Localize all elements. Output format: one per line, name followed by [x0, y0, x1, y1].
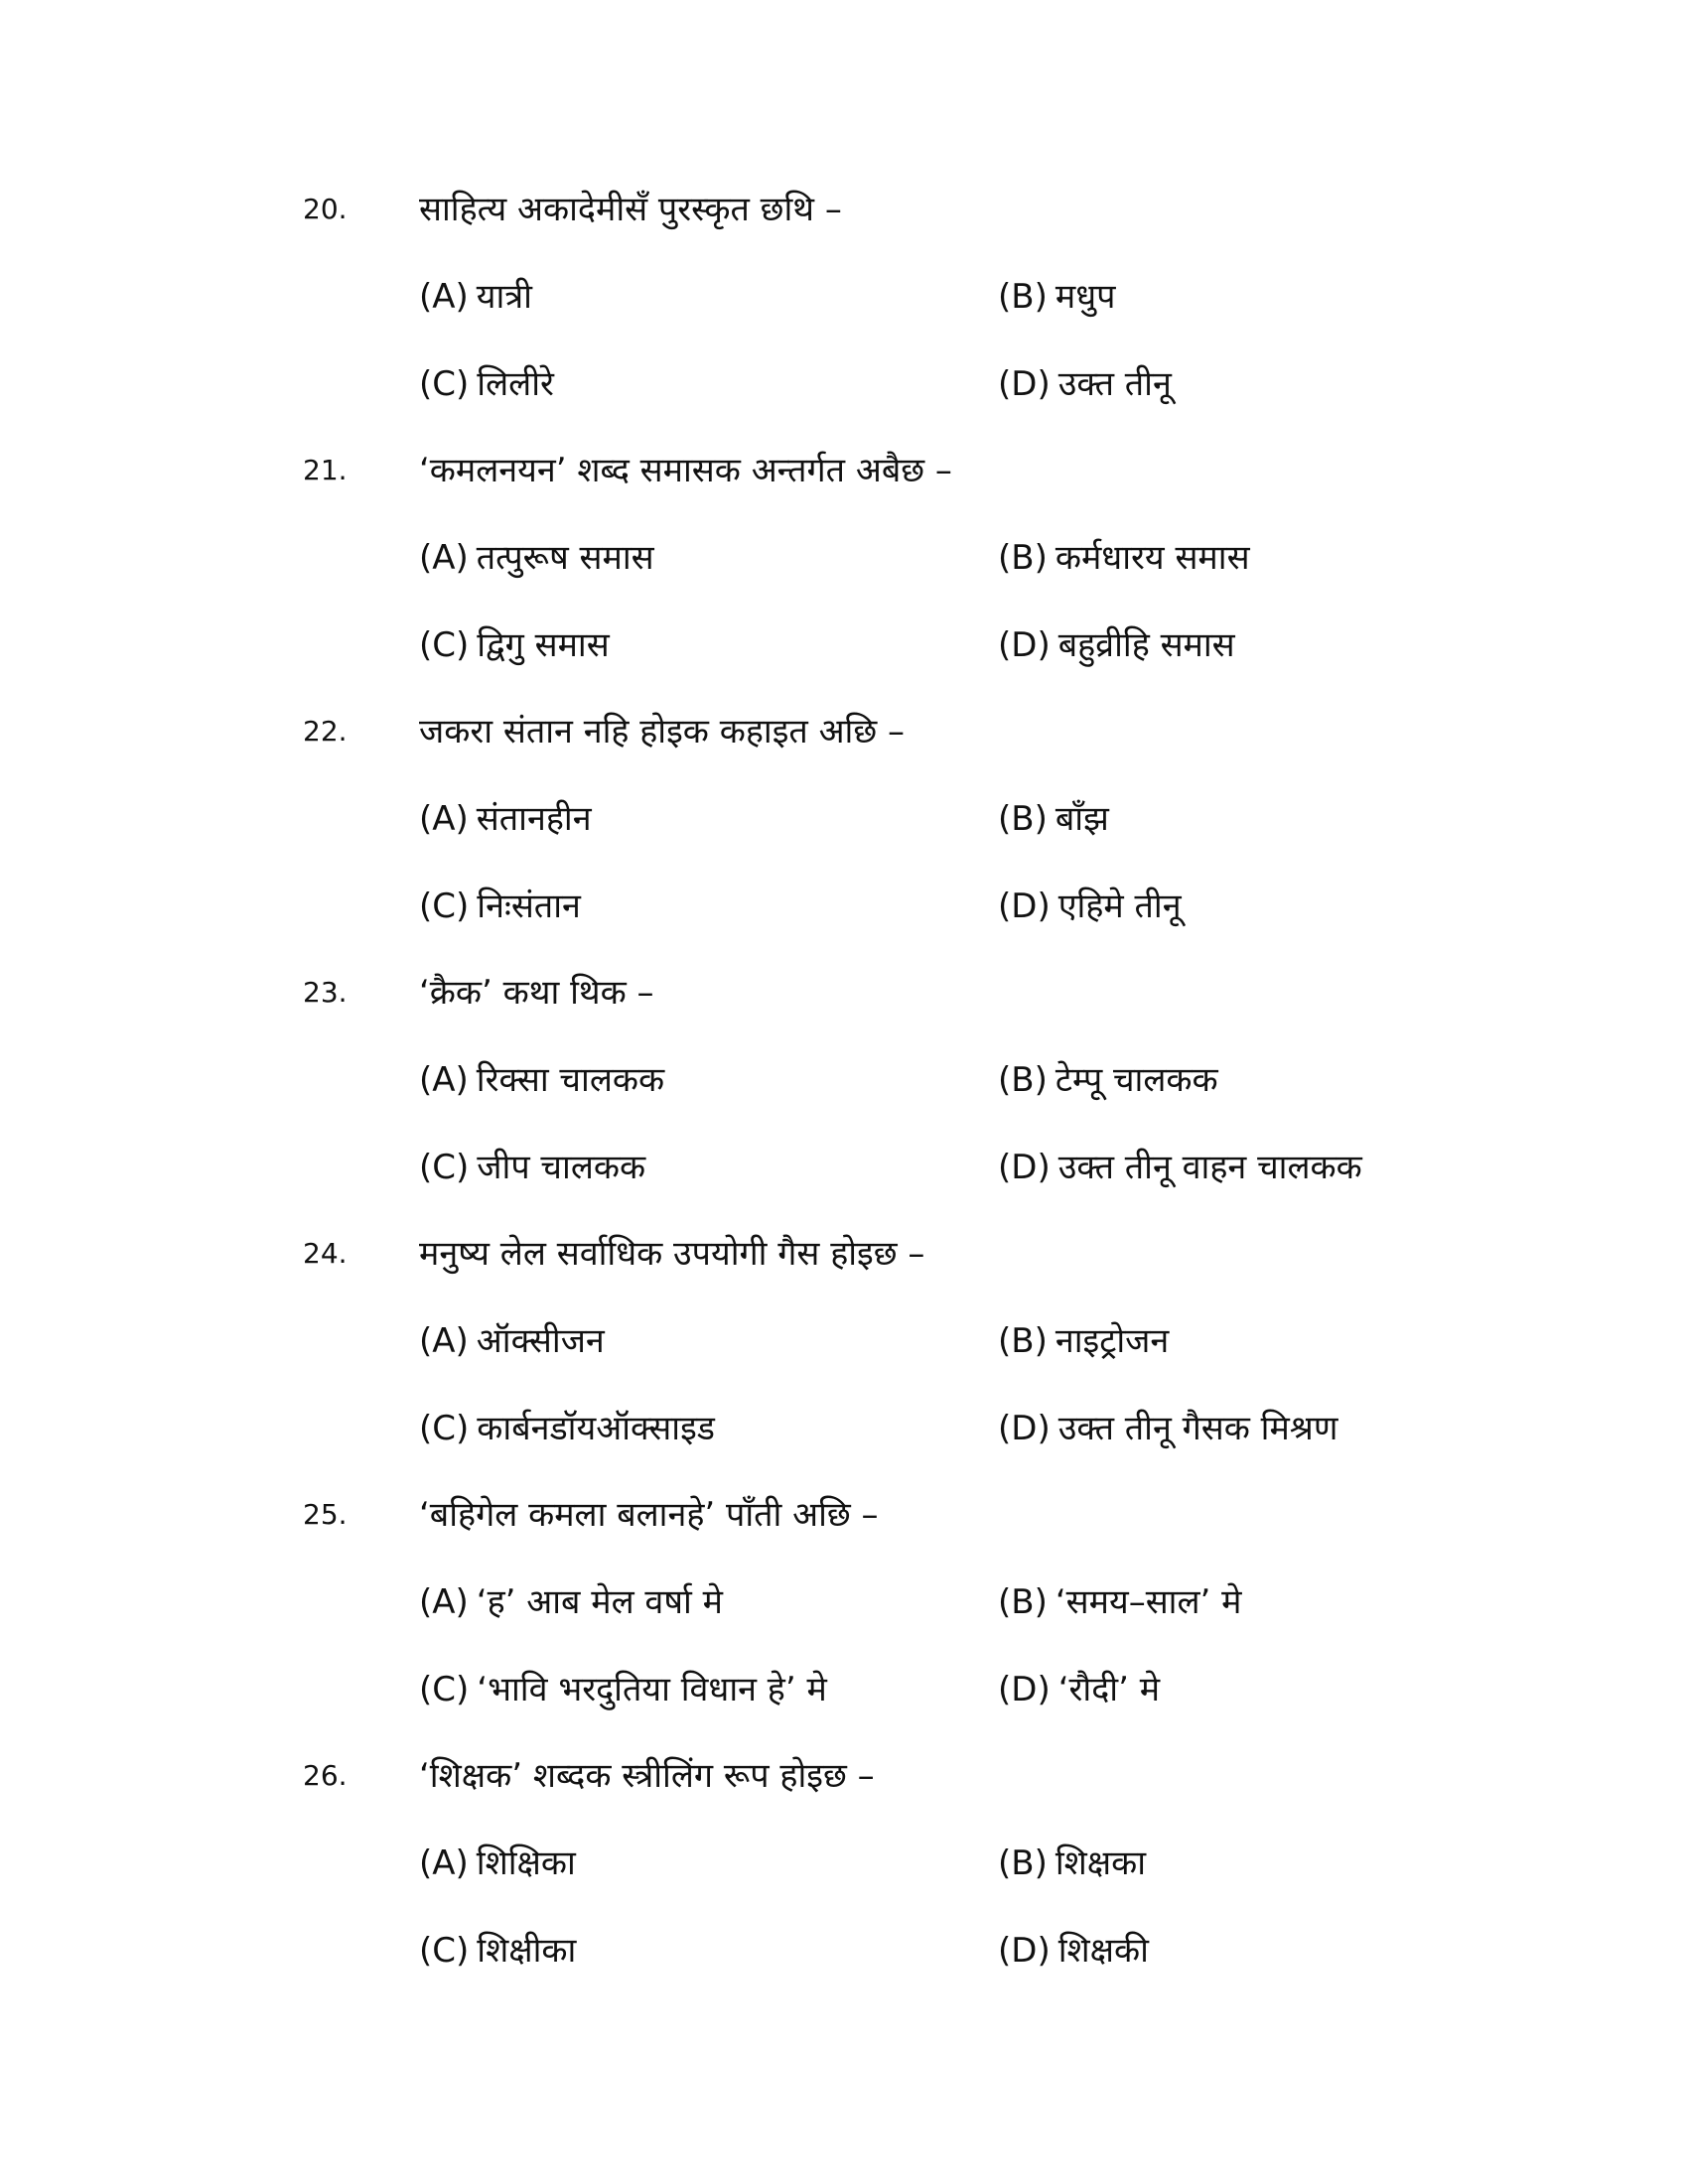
- option-label: (D): [998, 1931, 1051, 1971]
- option-d: [998, 1670, 1160, 1709]
- option-text: उक्त तीनू: [1057, 364, 1172, 404]
- option-label: (A): [419, 1060, 469, 1100]
- question-number: 26.: [303, 1759, 348, 1792]
- option-a: [419, 1060, 664, 1100]
- option-label: (C): [419, 887, 470, 926]
- option-c: [419, 1931, 576, 1971]
- question-number: 24.: [303, 1237, 348, 1270]
- option-a: [419, 799, 592, 839]
- option-a: [419, 1582, 723, 1622]
- option-text: ‘ह’ आब मेल वर्षा मे: [476, 1582, 723, 1622]
- question-text: ‘बहिगेल कमला बलानहे’ पाँती अछि –: [419, 1495, 879, 1535]
- option-text: बाँझ: [1055, 799, 1109, 839]
- option-label: (B): [998, 1060, 1048, 1100]
- option-text: द्विगु समास: [477, 625, 610, 665]
- question-text: ‘शिक्षक’ शब्दक स्त्रीलिंग रूप होइछ –: [419, 1756, 875, 1796]
- option-b: [998, 1582, 1242, 1622]
- option-text: लिलीरे: [477, 364, 554, 404]
- option-text: शिक्षका: [1055, 1843, 1147, 1883]
- option-text: शिक्षकी: [1057, 1931, 1149, 1971]
- option-d: [998, 364, 1172, 404]
- option-text: एहिमे तीनू: [1057, 887, 1182, 926]
- option-text: जीप चालकक: [477, 1148, 646, 1187]
- question-number: 23.: [303, 976, 348, 1009]
- option-label: (D): [998, 364, 1051, 404]
- option-text: उक्त तीनू वाहन चालकक: [1057, 1148, 1362, 1187]
- option-label: (C): [419, 1670, 470, 1709]
- option-label: (B): [998, 277, 1048, 317]
- option-text: ऑक्सीजन: [476, 1321, 605, 1361]
- option-label: (B): [998, 1321, 1048, 1361]
- option-label: (A): [419, 1843, 469, 1883]
- question-text: ‘क्रैक’ कथा थिक –: [419, 973, 654, 1013]
- option-b: [998, 1843, 1146, 1883]
- option-label: (B): [998, 799, 1048, 839]
- option-text: बहुव्रीहि समास: [1057, 625, 1235, 665]
- option-label: (C): [419, 1931, 470, 1971]
- option-text: कर्मधारय समास: [1055, 538, 1250, 578]
- option-b: [998, 277, 1115, 317]
- option-text: उक्त तीनू गैसक मिश्रण: [1057, 1409, 1338, 1448]
- option-label: (D): [998, 1670, 1051, 1709]
- option-text: मधुप: [1055, 277, 1116, 317]
- option-label: (A): [419, 1321, 469, 1361]
- option-text: ‘भावि भरदुतिया विधान हे’ मे: [477, 1670, 827, 1709]
- option-b: [998, 799, 1109, 839]
- question-text: ‘कमलनयन’ शब्द समासक अन्तर्गत अबैछ –: [419, 451, 952, 490]
- option-label: (D): [998, 625, 1051, 665]
- option-label: (C): [419, 364, 470, 404]
- option-label: (C): [419, 1148, 470, 1187]
- option-label: (C): [419, 625, 470, 665]
- option-text: निःसंतान: [477, 887, 581, 926]
- option-text: ‘रौदी’ मे: [1057, 1670, 1161, 1709]
- option-label: (A): [419, 1582, 469, 1622]
- option-label: (A): [419, 538, 469, 578]
- option-a: [419, 538, 654, 578]
- question-number: 21.: [303, 454, 348, 486]
- option-text: कार्बनडॉयऑक्साइड: [477, 1409, 715, 1448]
- option-text: शिक्षिका: [476, 1843, 576, 1883]
- option-a: [419, 1843, 576, 1883]
- option-c: [419, 887, 581, 926]
- option-a: [419, 1321, 605, 1361]
- option-d: [998, 1148, 1362, 1187]
- option-text: तत्पुरूष समास: [476, 538, 654, 578]
- option-text: नाइट्रोजन: [1055, 1321, 1170, 1361]
- option-text: टेम्पू चालकक: [1055, 1060, 1218, 1100]
- option-text: यात्री: [476, 277, 532, 317]
- option-d: [998, 1931, 1149, 1971]
- option-d: [998, 1409, 1337, 1448]
- option-label: (D): [998, 1409, 1051, 1448]
- option-label: (B): [998, 1582, 1048, 1622]
- option-c: [419, 625, 610, 665]
- option-c: [419, 1148, 645, 1187]
- option-text: संतानहीन: [476, 799, 592, 839]
- option-text: ‘समय–साल’ मे: [1055, 1582, 1242, 1622]
- option-label: (D): [998, 887, 1051, 926]
- option-text: रिक्सा चालकक: [476, 1060, 665, 1100]
- option-c: [419, 1670, 827, 1709]
- option-label: (C): [419, 1409, 470, 1448]
- option-label: (B): [998, 1843, 1048, 1883]
- question-number: 20.: [303, 193, 348, 225]
- option-text: शिक्षीका: [477, 1931, 577, 1971]
- option-label: (D): [998, 1148, 1051, 1187]
- option-label: (A): [419, 799, 469, 839]
- option-b: [998, 1060, 1218, 1100]
- question-text: साहित्य अकादेमीसँ पुरस्कृत छथि –: [419, 190, 842, 229]
- option-c: [419, 364, 554, 404]
- option-d: [998, 887, 1182, 926]
- option-a: [419, 277, 532, 317]
- option-label: (B): [998, 538, 1048, 578]
- option-label: (A): [419, 277, 469, 317]
- question-text: मनुष्य लेल सर्वाधिक उपयोगी गैस होइछ –: [419, 1234, 925, 1274]
- question-text: जकरा संतान नहि होइक कहाइत अछि –: [419, 712, 905, 751]
- question-number: 25.: [303, 1498, 348, 1531]
- option-b: [998, 1321, 1169, 1361]
- option-b: [998, 538, 1250, 578]
- option-d: [998, 625, 1235, 665]
- question-number: 22.: [303, 715, 348, 748]
- option-c: [419, 1409, 715, 1448]
